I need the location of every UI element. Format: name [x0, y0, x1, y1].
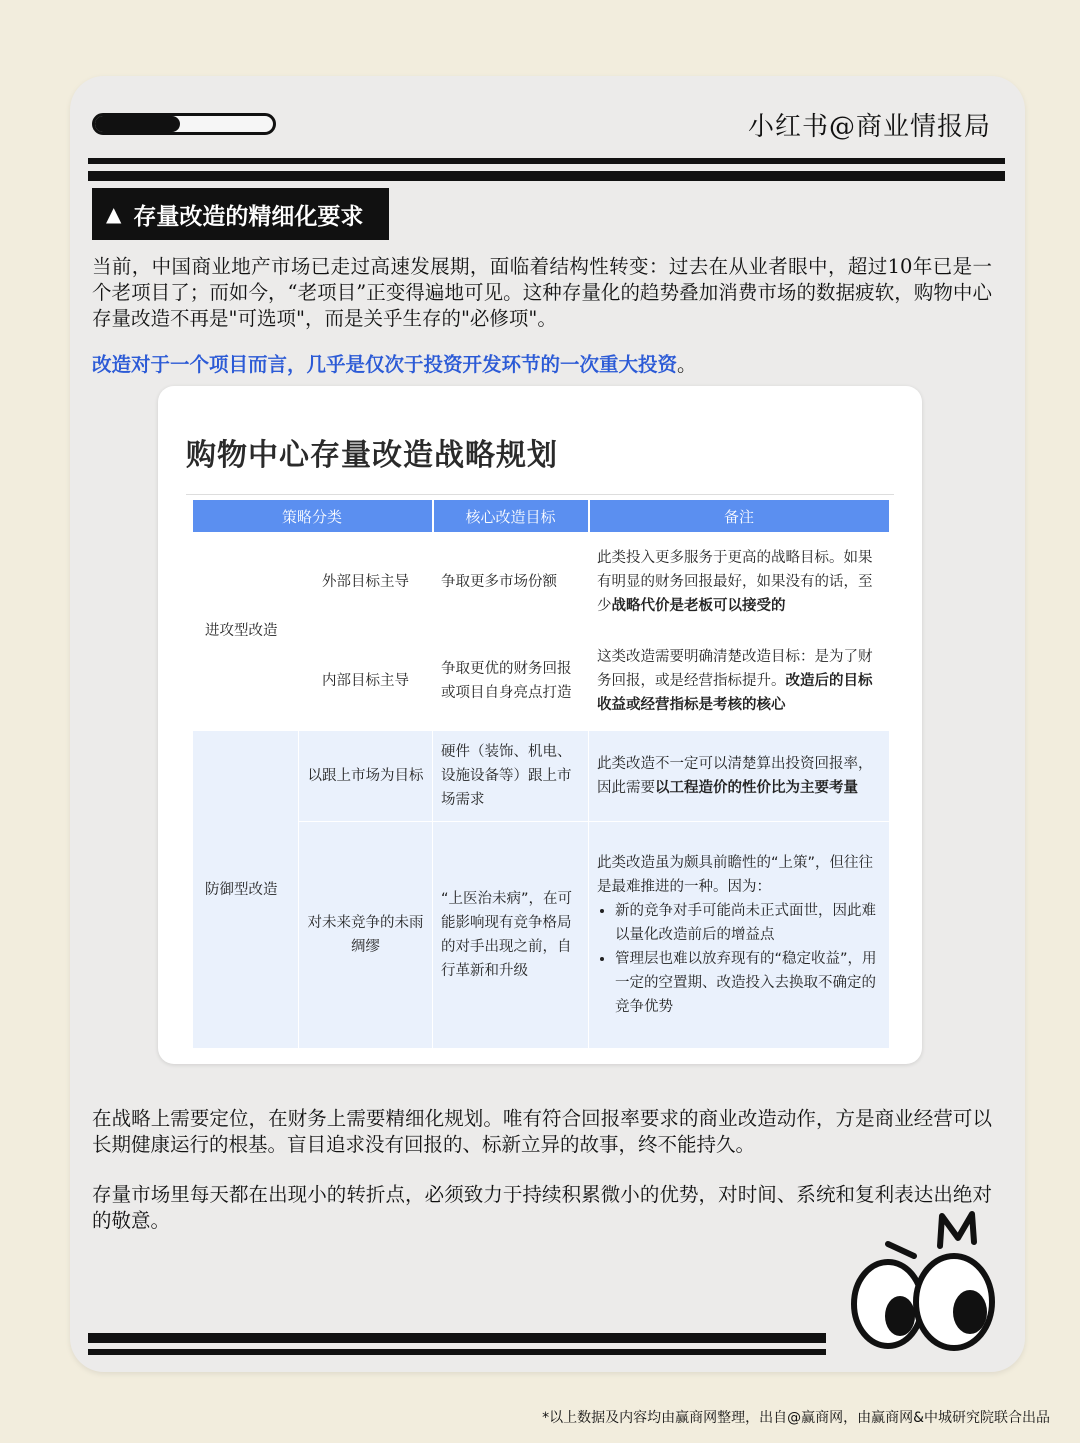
- note-text: 此类投入更多服务于更高的战略目标。如果有明显的财务回报最好，如果没有的话，至少: [597, 550, 873, 614]
- sub-category: 以跟上市场为目标: [299, 731, 433, 822]
- goal-cell: 争取更多市场份额: [433, 532, 589, 632]
- table-title: 购物中心存量改造战略规划: [186, 438, 558, 473]
- note-text: 这类改造需要明确清楚改造目标：是为了财务回报，或是经营指标提升。: [597, 649, 873, 689]
- intro-paragraph: 当前，中国商业地产市场已走过高速发展期，面临着结构性转变：过去在从业者眼中，超过10年已是一个老项目了；而如今，“老项目”正变得遍地可见。这种存量化的趋势叠加消费市场的数据疲软，购物中心存量改造不再是"可选项"，而是关乎生存的"必修项"。: [92, 255, 992, 330]
- note-bold: 战略代价是老板可以接受的: [611, 598, 786, 614]
- note-bullet: • 新的竞争对手可能尚未正式面世，因此难以量化改造前后的增益点: [615, 899, 881, 947]
- note-bold: 改造后的目标收益或经营指标是考核的核心: [597, 673, 873, 713]
- table-title-divider: [186, 494, 894, 495]
- highlight-end: 。: [677, 353, 697, 376]
- table-row: [193, 532, 889, 632]
- note-text: 此类改造虽为颇具前瞻性的“上策”，但往往是最难推进的一种。因为：: [597, 855, 874, 895]
- note-bullet: • 管理层也难以放弃现有的“稳定收益”，用一定的空置期、改造投入去换取不确定的竞争优势: [615, 947, 881, 1019]
- highlight-text: 改造对于一个项目而言，几乎是仅次于投资开发环节的一次重大投资: [92, 353, 678, 376]
- goal-cell: “上医治未病”，在可能影响现有竞争格局的对手出现之前，自行革新和升级: [433, 822, 589, 1049]
- table-row: [193, 731, 889, 822]
- note-bold: 以工程造价的性价比为主要考量: [655, 780, 859, 796]
- note-cell: [589, 822, 889, 1049]
- section-title: 存量改造的精细化要求: [133, 202, 364, 230]
- category-attack: 进攻型改造: [193, 532, 299, 731]
- sub-category: 对未来竞争的未雨绸缪: [299, 822, 433, 1049]
- cartoon-eyes-icon: [848, 1206, 998, 1356]
- note-cell: [589, 632, 889, 731]
- header-divider-top: [88, 158, 1005, 164]
- progress-bar-fill: [95, 116, 180, 132]
- closing-paragraph-2: 存量市场里每天都在出现小的转折点，必须致力于持续积累微小的优势，对时间、系统和复利表达出绝对的敬意。: [92, 1183, 992, 1232]
- goal-cell: 争取更优的财务回报或项目自身亮点打造: [433, 632, 589, 731]
- closing-paragraph-1: 在战略上需要定位，在财务上需要精细化规划。唯有符合回报率要求的商业改造动作，方是商业经营可以长期健康运行的根基。盲目追求没有回报的、标新立异的故事，终不能持久。: [92, 1107, 992, 1156]
- section-heading: [92, 188, 389, 240]
- header-category: 策略分类: [193, 500, 433, 532]
- note-text: 此类改造不一定可以清楚算出投资回报率，因此需要: [597, 756, 873, 796]
- category-defend: 防御型改造: [193, 731, 299, 1049]
- header-note: 备注: [589, 500, 889, 532]
- progress-bar: [92, 113, 276, 135]
- goal-cell: 硬件（装饰、机电、设施设备等）跟上市场需求: [433, 731, 589, 822]
- header-goal: 核心改造目标: [433, 500, 589, 532]
- note-cell: [589, 731, 889, 822]
- strategy-table: [192, 500, 889, 1048]
- footer-divider-bottom: [88, 1349, 826, 1355]
- source-footnote: *以上数据及内容均由赢商网整理，出自@赢商网，由赢商网&中城研究院联合出品: [542, 1410, 1050, 1426]
- sub-category: 内部目标主导: [299, 632, 433, 731]
- header-divider-bottom: [88, 171, 1005, 181]
- strategy-table-card: [158, 386, 922, 1064]
- content-card: [70, 76, 1025, 1372]
- highlight-paragraph: [92, 352, 992, 378]
- note-bullet-list: [597, 899, 881, 1019]
- note-cell: [589, 532, 889, 632]
- table-header-row: [193, 500, 889, 532]
- footer-divider-top: [88, 1333, 826, 1343]
- triangle-icon: ▲: [106, 202, 122, 226]
- sub-category: 外部目标主导: [299, 532, 433, 632]
- brand-label: 小红书@商业情报局: [747, 112, 991, 142]
